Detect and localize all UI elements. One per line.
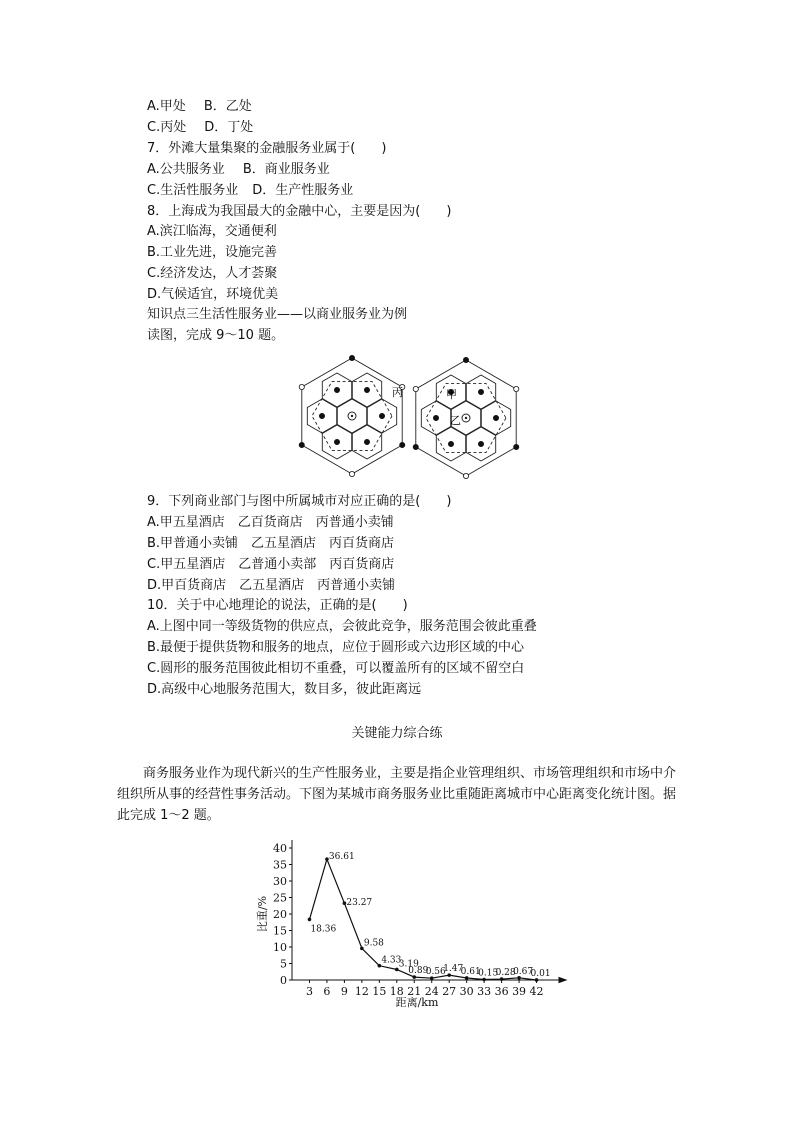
x-tick-label: 39 xyxy=(512,985,527,998)
data-point xyxy=(308,918,312,922)
x-tick-label: 21 xyxy=(407,985,422,998)
x-tick-label: 18 xyxy=(389,985,404,998)
x-tick-label: 30 xyxy=(459,985,474,998)
q8-option-d: D.气候适宜，环境优美 xyxy=(147,287,279,302)
x-tick-label: 6 xyxy=(323,985,331,998)
boundary-dot xyxy=(299,442,304,447)
hexagon-network xyxy=(302,358,516,476)
secondary-center-dot xyxy=(364,439,369,444)
city-center-right-dot xyxy=(465,417,467,419)
data-label: 23.27 xyxy=(346,898,373,909)
q8-option-c: C.经济发达，人才荟聚 xyxy=(147,266,278,281)
label-bing: 丙 xyxy=(392,386,403,399)
boundary-dot xyxy=(463,473,468,478)
data-label: 0.15 xyxy=(478,968,499,979)
data-points xyxy=(308,857,539,981)
q7-options-row1 xyxy=(147,161,330,179)
q9-option-c: C.甲五星酒店 乙普通小卖部 丙百货商店 xyxy=(147,557,395,572)
q6-options-row2 xyxy=(147,119,253,137)
boundary-dot xyxy=(463,357,468,362)
y-tick-label: 40 xyxy=(273,842,287,855)
q6-option-a: A.甲处 xyxy=(147,99,186,114)
y-tick-label: 35 xyxy=(273,858,287,872)
x-tick-label: 33 xyxy=(477,985,492,998)
q6-options-row1 xyxy=(147,98,252,116)
data-label: 0.01 xyxy=(530,968,551,979)
data-label: 9.58 xyxy=(363,938,384,949)
secondary-center-dot xyxy=(334,387,339,392)
boundary-dot xyxy=(413,386,418,391)
central-place-points xyxy=(299,355,519,478)
x-axis-arrow xyxy=(559,978,566,983)
central-place-hexagon-diagram xyxy=(290,348,526,488)
data-label: 0.56 xyxy=(425,967,446,978)
boundary-dot xyxy=(400,442,405,447)
y-tick-label: 10 xyxy=(273,941,287,954)
q7-stem: 7．外滩大量集聚的金融服务业属于( ) xyxy=(147,141,387,156)
x-tick-label: 3 xyxy=(305,985,313,998)
q7-option-b: B．商业服务业 xyxy=(242,162,330,177)
x-axis-label: 距离/km xyxy=(395,996,439,1009)
q9-stem: 9．下列商业部门与图中所属城市对应正确的是( ) xyxy=(147,494,452,509)
y-tick-label: 25 xyxy=(273,891,287,905)
read-figure-instruction: 读图，完成 9～10 题。 xyxy=(147,328,285,343)
data-label: 0.61 xyxy=(460,966,481,977)
secondary-center-dot xyxy=(379,413,384,418)
x-tick-label: 12 xyxy=(354,985,369,998)
section-title: 关键能力综合练 xyxy=(351,726,443,741)
q7-option-c: C.生活性服务业 xyxy=(147,183,239,198)
q10-option-a: A.上图中同一等级货物的供应点，会彼此竞争，服务范围会彼此重叠 xyxy=(147,619,537,634)
secondary-center-dot xyxy=(448,441,453,446)
x-tick-label: 36 xyxy=(494,985,509,998)
boundary-dot xyxy=(349,355,354,360)
passage-paragraph: 商务服务业作为现代新兴的生产性服务业，主要是指企业管理组织、市场管理组织和市场中介组织所从事的经营性事务活动。下图为某城市商务服务业比重随距离城市中心距离变化统计图。据此完成 1～2 题。 xyxy=(117,766,677,823)
series-line xyxy=(310,859,537,980)
secondary-center-dot xyxy=(319,413,324,418)
secondary-center-dot xyxy=(478,389,483,394)
q10-option-b: B.最便于提供货物和服务的地点，应位于圆形或六边形区域的中心 xyxy=(147,640,525,655)
data-label: 36.61 xyxy=(328,852,355,863)
data-label: 1.47 xyxy=(443,964,464,975)
q9-option-a: A.甲五星酒店 乙百货商店 丙普通小卖铺 xyxy=(147,515,394,530)
q7-option-a: A.公共服务业 xyxy=(147,162,225,177)
boundary-dot xyxy=(514,386,519,391)
boundary-dot xyxy=(349,471,354,476)
boundary-dot xyxy=(299,384,304,389)
x-tick-label: 42 xyxy=(529,985,544,998)
data-label: 0.67 xyxy=(513,966,534,977)
dashed-market-areas xyxy=(312,381,506,452)
q6-option-b: B．乙处 xyxy=(203,99,252,114)
q10-option-c: C.圆形的服务范围彼此相切不重叠，可以覆盖所有的区域不留空白 xyxy=(147,661,525,676)
y-tick-label: 30 xyxy=(273,875,287,888)
q9-option-d: D.甲百货商店 乙五星酒店 丙普通小卖铺 xyxy=(147,578,396,593)
q8-option-a: A.滨江临海，交通便利 xyxy=(147,224,277,239)
secondary-center-dot xyxy=(478,441,483,446)
secondary-center-dot xyxy=(334,439,339,444)
q6-option-d: D．丁处 xyxy=(204,120,254,135)
city-center-left-dot xyxy=(351,415,353,417)
y-tick-label: 0 xyxy=(280,974,287,987)
data-labels xyxy=(310,852,550,979)
x-tick-label: 9 xyxy=(340,985,348,998)
x-tick-label: 15 xyxy=(372,985,387,998)
y-tick-label: 5 xyxy=(280,957,287,971)
q6-option-c: C.丙处 xyxy=(147,120,187,135)
boundary-dot xyxy=(413,444,418,449)
business-service-ratio-chart xyxy=(252,832,572,1012)
label-yi: 乙 xyxy=(450,414,461,427)
q10-option-d: D.高级中心地服务范围大，数目多，彼此距离远 xyxy=(147,682,422,697)
data-label: 3.19 xyxy=(398,959,419,970)
secondary-center-dot xyxy=(364,387,369,392)
y-axis-label: 比重/% xyxy=(256,895,269,933)
y-tick-label: 20 xyxy=(273,908,287,921)
boundary-dot xyxy=(514,444,519,449)
q8-stem: 8．上海成为我国最大的金融中心，主要是因为( ) xyxy=(147,204,452,219)
data-label: 18.36 xyxy=(310,924,337,935)
data-label: 0.89 xyxy=(408,966,429,977)
q10-stem: 10．关于中心地理论的说法，正确的是( ) xyxy=(147,598,408,613)
q7-option-d: D．生产性服务业 xyxy=(252,183,354,198)
q8-option-b: B.工业先进，设施完善 xyxy=(147,245,278,260)
secondary-center-dot xyxy=(433,415,438,420)
data-label: 4.33 xyxy=(381,955,402,966)
q7-options-row2 xyxy=(147,182,353,200)
secondary-center-dot xyxy=(493,415,498,420)
label-jia: 甲 xyxy=(446,388,457,401)
knowledge-point-3-title: 知识点三生活性服务业——以商业服务业为例 xyxy=(147,307,408,322)
q9-option-b: B.甲普通小卖铺 乙五星酒店 丙百货商店 xyxy=(147,536,395,551)
x-tick-label: 24 xyxy=(424,985,439,998)
y-tick-label: 15 xyxy=(273,924,287,938)
data-label: 0.28 xyxy=(495,968,516,979)
x-tick-label: 27 xyxy=(442,985,457,998)
